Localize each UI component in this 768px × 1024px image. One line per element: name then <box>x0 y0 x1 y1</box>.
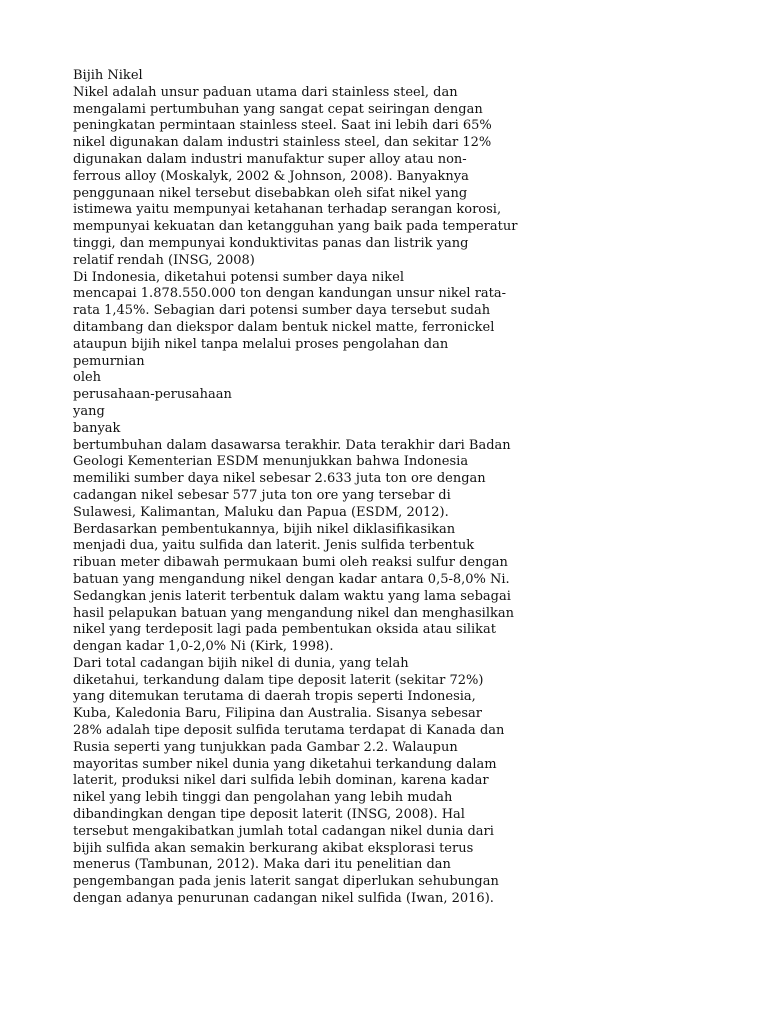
text-line: Dari total cadangan bijih nikel di dunia, yang telah <box>73 655 409 671</box>
text-line: batuan yang mengandung nikel dengan kadar antara 0,5-8,0% Ni. <box>73 571 510 587</box>
text-line: diketahui, terkandung dalam tipe deposit laterit (sekitar 72%) <box>73 672 484 688</box>
text-line: pemurnian <box>73 353 145 369</box>
text-line: rata 1,45%. Sebagian dari potensi sumber daya tersebut sudah <box>73 303 491 319</box>
text-line: memiliki sumber daya nikel sebesar 2.633 juta ton ore dengan <box>73 471 486 487</box>
text-line: relatif rendah (INSG, 2008) <box>73 252 255 268</box>
text-line: yang ditemukan terutama di daerah tropis seperti Indonesia, <box>73 689 476 705</box>
text-line: menerus (Tambunan, 2012). Maka dari itu penelitian dan <box>73 857 451 873</box>
text-line: mengalami pertumbuhan yang sangat cepat seiringan dengan <box>73 101 483 117</box>
text-line: banyak <box>73 420 121 436</box>
text-line: nikel yang terdeposit lagi pada pembentukan oksida atau silikat <box>73 622 497 638</box>
text-line: Berdasarkan pembentukannya, bijih nikel diklasifikasikan <box>73 521 456 537</box>
text-line: 28% adalah tipe deposit sulfida terutama terdapat di Kanada dan <box>73 723 505 739</box>
text-line: nikel yang lebih tinggi dan pengolahan yang lebih mudah <box>73 790 453 806</box>
text-line: digunakan dalam industri manufaktur super alloy atau non- <box>73 151 467 167</box>
text-line: ribuan meter dibawah permukaan bumi oleh reaksi sulfur dengan <box>73 555 508 571</box>
text-line: ditambang dan diekspor dalam bentuk nickel matte, ferronickel <box>73 319 495 335</box>
text-line: dengan kadar 1,0-2,0% Ni (Kirk, 1998). <box>73 639 334 655</box>
text-line: Rusia seperti yang tunjukkan pada Gambar 2.2. Walaupun <box>73 739 458 755</box>
text-line: mayoritas sumber nikel dunia yang diketahui terkandung dalam <box>73 756 497 772</box>
document-body <box>73 68 518 908</box>
text-line: laterit, produksi nikel dari sulfida lebih dominan, karena kadar <box>73 773 489 789</box>
text-line: nikel digunakan dalam industri stainless steel, dan sekitar 12% <box>73 135 492 151</box>
text-line: mencapai 1.878.550.000 ton dengan kandungan unsur nikel rata- <box>73 286 507 302</box>
text-line: ferrous alloy (Moskalyk, 2002 & Johnson, 2008). Banyaknya <box>73 168 469 184</box>
text-line: yang <box>73 403 105 419</box>
text-line: hasil pelapukan batuan yang mengandung nikel dan menghasilkan <box>73 605 514 621</box>
text-line: dengan adanya penurunan cadangan nikel sulfida (Iwan, 2016). <box>73 891 494 907</box>
text-line: Sulawesi, Kalimantan, Maluku dan Papua (ESDM, 2012). <box>73 504 449 520</box>
text-line: bertumbuhan dalam dasawarsa terakhir. Data terakhir dari Badan <box>73 437 511 453</box>
text-line: tinggi, dan mempunyai konduktivitas panas dan listrik yang <box>73 235 469 251</box>
text-line: perusahaan-perusahaan <box>73 387 232 403</box>
text-line: Sedangkan jenis laterit terbentuk dalam waktu yang lama sebagai <box>73 588 511 604</box>
text-line: menjadi dua, yaitu sulfida dan laterit. Jenis sulfida terbentuk <box>73 538 475 554</box>
text-line: bijih sulfida akan semakin berkurang akibat eksplorasi terus <box>73 840 474 856</box>
text-line: pengembangan pada jenis laterit sangat diperlukan sehubungan <box>73 874 499 890</box>
text-line: Di Indonesia, diketahui potensi sumber daya nikel <box>73 269 405 285</box>
text-line: cadangan nikel sebesar 577 juta ton ore yang tersebar di <box>73 487 451 503</box>
text-line: mempunyai kekuatan dan ketangguhan yang baik pada temperatur <box>73 219 518 235</box>
text-line: ataupun bijih nikel tanpa melalui proses pengolahan dan <box>73 336 449 352</box>
text-line: dibandingkan dengan tipe deposit laterit (INSG, 2008). Hal <box>73 807 465 823</box>
text-line: Nikel adalah unsur paduan utama dari stainless steel, dan <box>73 84 458 100</box>
text-line: istimewa yaitu mempunyai ketahanan terhadap serangan korosi, <box>73 202 502 218</box>
text-line: Geologi Kementerian ESDM menunjukkan bahwa Indonesia <box>73 454 469 470</box>
text-line: tersebut mengakibatkan jumlah total cadangan nikel dunia dari <box>73 823 494 839</box>
text-line: oleh <box>73 370 102 386</box>
text-line: peningkatan permintaan stainless steel. Saat ini lebih dari 65% <box>73 118 492 134</box>
text-line: penggunaan nikel tersebut disebabkan oleh sifat nikel yang <box>73 185 468 201</box>
document-title: Bijih Nikel <box>73 68 143 83</box>
text-line: Kuba, Kaledonia Baru, Filipina dan Australia. Sisanya sebesar <box>73 706 483 722</box>
